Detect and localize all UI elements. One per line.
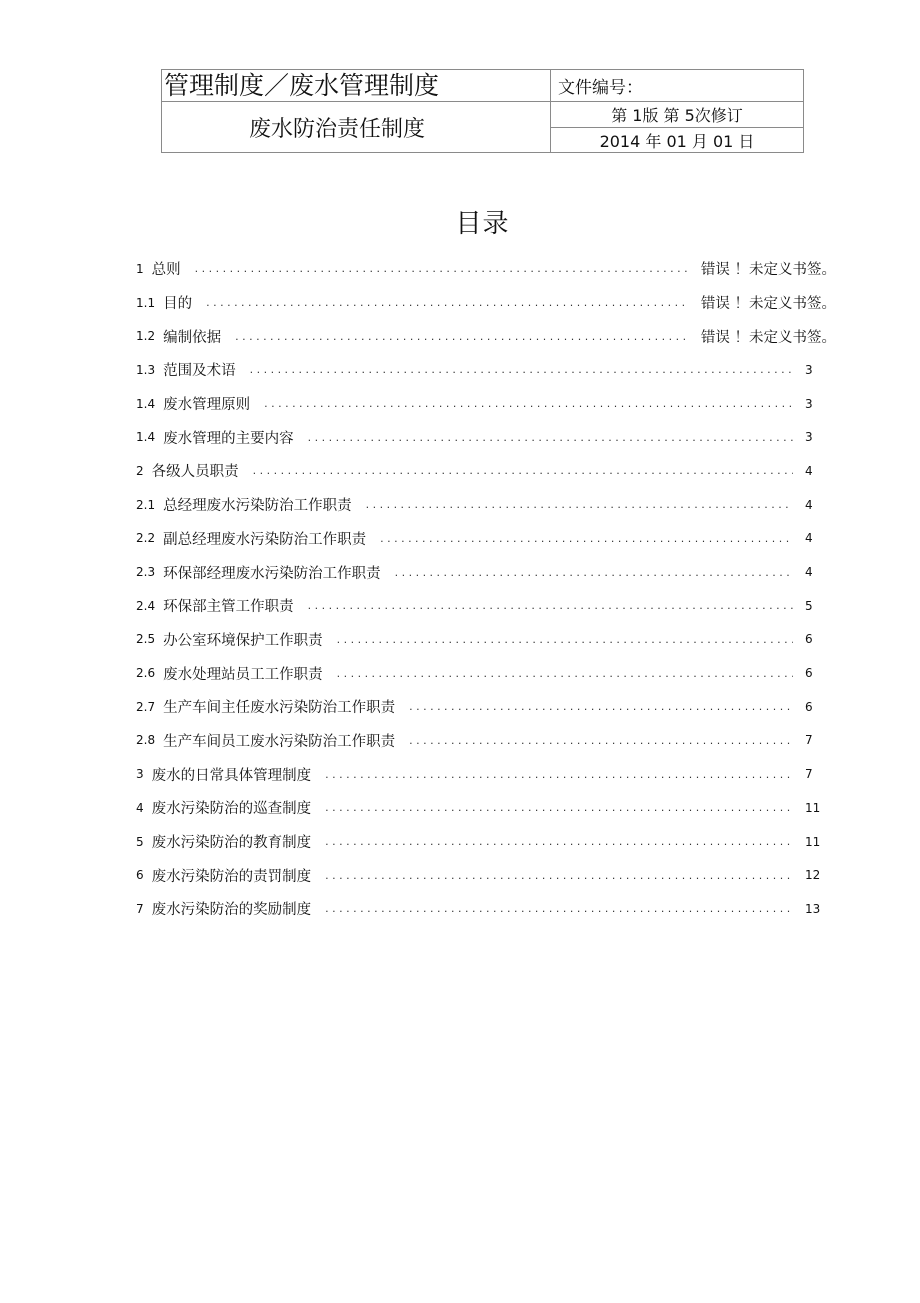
toc-leader-dots: [325, 801, 793, 814]
version-info: 第 1版 第 5次修订: [551, 102, 804, 128]
toc-entry[interactable]: [136, 858, 836, 892]
toc-entry-label: 废水污染防治的责罚制度: [151, 868, 312, 885]
toc-entry[interactable]: [136, 690, 836, 724]
toc-entry[interactable]: [136, 420, 836, 454]
toc-entry-number: 2.1: [136, 497, 156, 512]
toc-entry[interactable]: [136, 454, 836, 488]
toc-entry-number: 2: [136, 463, 144, 478]
toc-entry-label: 生产车间员工废水污染防治工作职责: [163, 733, 396, 750]
toc-entry-page: 3: [805, 362, 813, 377]
toc-entry-page: 4: [805, 531, 813, 546]
toc-leader-dots: [325, 902, 793, 915]
toc-entry-page: 6: [805, 699, 813, 714]
toc-entry[interactable]: [136, 791, 836, 825]
toc-entry-label: 环保部主管工作职责: [163, 599, 294, 616]
toc-entry-label: 副总经理废水污染防治工作职责: [163, 531, 367, 548]
toc-leader-dots: [337, 633, 793, 646]
toc-leader-dots: [206, 296, 689, 309]
toc-entry-page: 错误 ！未定义书签。: [700, 329, 836, 346]
toc-entry-label: 废水的日常具体管理制度: [151, 767, 312, 784]
toc-entry[interactable]: [136, 252, 836, 286]
toc-entry-page: 7: [805, 733, 813, 748]
toc-entry-page: 11: [805, 834, 821, 849]
toc-entry-number: 2.3: [136, 565, 156, 580]
toc-leader-dots: [235, 330, 689, 343]
toc-entry[interactable]: [136, 387, 836, 421]
toc-entry-page: 12: [805, 868, 821, 883]
toc-entry-number: 1.2: [136, 329, 156, 344]
toc-leader-dots: [325, 768, 793, 781]
table-of-contents: [136, 252, 836, 926]
toc-entry-label: 总则: [151, 262, 181, 279]
toc-entry[interactable]: [136, 555, 836, 589]
toc-entry-label: 环保部经理废水污染防治工作职责: [163, 565, 381, 582]
toc-entry-label: 生产车间主任废水污染防治工作职责: [163, 700, 396, 717]
toc-leader-dots: [308, 599, 793, 612]
toc-entry-label: 办公室环境保护工作职责: [163, 632, 323, 649]
toc-entry-number: 4: [136, 800, 144, 815]
toc-entry-label: 总经理废水污染防治工作职责: [163, 498, 352, 515]
toc-leader-dots: [409, 734, 793, 747]
toc-leader-dots: [325, 869, 793, 882]
toc-entry-number: 2.2: [136, 531, 156, 546]
toc-entry-number: 6: [136, 868, 144, 883]
toc-entry-number: 1: [136, 261, 144, 276]
toc-entry[interactable]: [136, 522, 836, 556]
toc-entry[interactable]: [136, 825, 836, 859]
toc-leader-dots: [337, 667, 793, 680]
toc-entry-number: 1.4: [136, 430, 156, 445]
toc-entry-page: 错误 ！未定义书签。: [700, 296, 836, 313]
toc-leader-dots: [253, 464, 793, 477]
toc-entry[interactable]: [136, 757, 836, 791]
toc-entry-page: 4: [805, 565, 813, 580]
toc-leader-dots: [366, 498, 793, 511]
toc-entry-number: 2.5: [136, 632, 156, 647]
toc-leader-dots: [395, 566, 793, 579]
toc-leader-dots: [195, 262, 689, 275]
toc-entry-label: 范围及术语: [163, 363, 236, 380]
toc-entry-page: 5: [805, 598, 813, 613]
document-header-table: [161, 69, 804, 153]
toc-entry-number: 2.4: [136, 598, 156, 613]
document-title: 废水防治责任制度: [162, 102, 551, 153]
toc-entry-number: 1.3: [136, 362, 156, 377]
toc-entry[interactable]: [136, 656, 836, 690]
toc-entry-number: 7: [136, 901, 144, 916]
toc-entry-number: 2.8: [136, 733, 156, 748]
toc-title: 目录: [455, 209, 510, 239]
toc-entry-label: 废水污染防治的巡查制度: [151, 801, 312, 818]
toc-entry[interactable]: [136, 319, 836, 353]
toc-entry-label: 废水处理站员工工作职责: [163, 666, 323, 683]
file-number-label: 文件编号：: [551, 70, 804, 102]
toc-entry-page: 6: [805, 632, 813, 647]
toc-entry-page: 13: [805, 901, 821, 916]
toc-entry-label: 目的: [163, 296, 193, 313]
toc-entry-label: 废水污染防治的教育制度: [151, 835, 312, 852]
toc-entry-page: 7: [805, 767, 813, 782]
toc-entry[interactable]: [136, 589, 836, 623]
toc-entry[interactable]: [136, 488, 836, 522]
toc-entry[interactable]: [136, 353, 836, 387]
toc-leader-dots: [325, 835, 793, 848]
toc-entry-page: 4: [805, 497, 813, 512]
toc-leader-dots: [250, 363, 793, 376]
toc-entry-label: 废水污染防治的奖励制度: [151, 902, 312, 919]
toc-entry-label: 废水管理原则: [163, 397, 251, 414]
toc-leader-dots: [409, 700, 793, 713]
toc-entry-number: 1.4: [136, 396, 156, 411]
toc-entry-page: 错误 ！未定义书签。: [700, 262, 836, 279]
toc-entry-number: 5: [136, 834, 144, 849]
toc-entry-number: 2.6: [136, 666, 156, 681]
toc-entry-page: 4: [805, 463, 813, 478]
toc-entry-page: 3: [805, 396, 813, 411]
toc-entry-number: 1.1: [136, 295, 156, 310]
document-date: 2014 年 01 月 01 日: [551, 128, 804, 153]
toc-entry-label: 编制依据: [163, 329, 222, 346]
toc-leader-dots: [308, 431, 793, 444]
toc-entry-label: 废水管理的主要内容: [163, 430, 294, 447]
toc-entry-number: 2.7: [136, 699, 156, 714]
toc-entry[interactable]: [136, 724, 836, 758]
category-path: 管理制度／废水管理制度: [162, 70, 551, 102]
toc-leader-dots: [264, 397, 793, 410]
toc-entry-number: 3: [136, 767, 144, 782]
toc-entry[interactable]: [136, 892, 836, 926]
toc-entry[interactable]: [136, 623, 836, 657]
toc-entry[interactable]: [136, 286, 836, 320]
toc-entry-label: 各级人员职责: [151, 464, 239, 481]
toc-leader-dots: [380, 532, 793, 545]
toc-entry-page: 6: [805, 666, 813, 681]
toc-entry-page: 11: [805, 800, 821, 815]
toc-entry-page: 3: [805, 430, 813, 445]
